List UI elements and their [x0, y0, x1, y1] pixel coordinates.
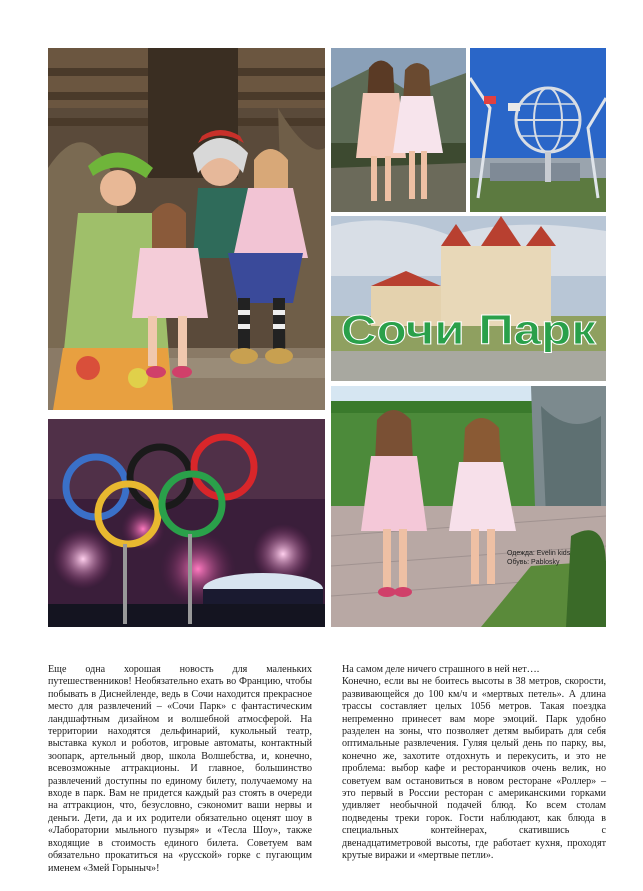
caption-clothing: Одежда: Evelin kids: [507, 550, 571, 557]
sochi-park-sign-text: Сочи Парк: [341, 306, 598, 353]
article-intro-right: На самом деле ничего страшного в ней нет….: [342, 664, 540, 675]
photo-sochi-park-sign: [331, 216, 606, 381]
article-paragraph-left: Еще одна хорошая новость для маленьких путешественников! Необязательно ехать во Францию, чтобы побывать в Диснейленде, ведь в Сочи находится прекрасное место для развлечений – «Сочи Парк» с фантастическим ландшафтным дизайном и волшебной атмосферой. На территории находятся дельфинарий, кукольный театр, выставка кукол и роботов, игровые автоматы, контактный зоопарк, артельный двор, школа Волшебства, и, конечно, всевозможные аттракционы. И главное, большинство развлечений доступны по единому билету, получаемому на входе в парк. Вам не придется каждый раз стоять в очереди на аттракцион, что, безусловно, сэкономит ваши нервы и деньги. Дети, да и их родители обязательно оценят шоу в «Лаборатории мыльного пузыря» и «Тесла Шоу», также входящие в стоимость единого билета. Советуем вам обязательно прокатиться на «русской» горке с пугающим именем «Змей Горыныч»!: [48, 664, 312, 874]
article-paragraph-right: Конечно, если вы не боитесь высоты в 38 метров, скорости, развивающейся до 100 км/ч и «мертвых петель». А длина трассы составляет целых 1056 метров. Такая поездка непременно принесет вам море эмоций. Парк удобно разделен на зоны, что позволяет детям выбирать для себя оптимальные развлечения. Гуляя целый день по парку, вы, конечно же, захотите отдохнуть и перекусить, и это не проблема: выбор кафе и ресторанчиков очень велик, но советуем вам остановиться в новом ресторане «Роллер» – это первый в России ресторан с американскими горками удивляет необычной подачей блюд. Ко всем столам подведены треки горок. Гости наблюдают, как блюда в специальных контейнерах, скатившись с двенадцатиметровой высоты, где работает кухня, проходят крутые виражи и «мертвые петли».: [342, 676, 606, 862]
photo-globe-monument: [470, 48, 606, 212]
caption-shoes: Обувь: Pablosky: [507, 559, 560, 566]
photo-girls-garden: [331, 48, 466, 212]
article-column-left: [48, 664, 312, 875]
photo-caption: [507, 549, 570, 567]
photo-olympic-rings: [48, 419, 325, 627]
photo-girls-walking: [331, 386, 606, 627]
photo-fairy-characters: [48, 48, 325, 410]
article-column-right: [342, 664, 606, 863]
